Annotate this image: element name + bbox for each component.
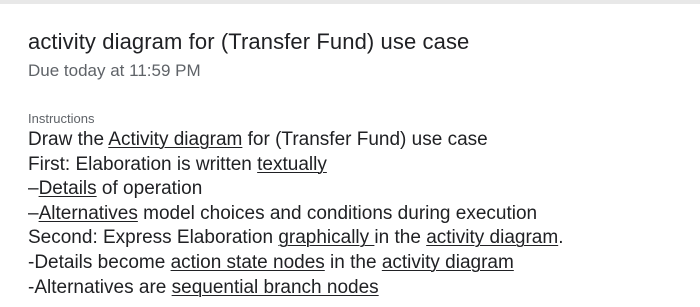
instruction-line: [28, 251, 694, 276]
underlined-text: Details: [38, 178, 97, 200]
underlined-text: Activity diagram: [108, 129, 243, 150]
instruction-line: [28, 276, 694, 301]
underlined-text: activity diagram: [426, 227, 559, 249]
top-divider: [0, 0, 700, 4]
instruction-text: First: Elaboration is written: [28, 153, 258, 175]
due-date: Due today at 11:59 PM: [28, 61, 201, 80]
instruction-text: for (Transfer Fund) use case: [242, 129, 488, 150]
underlined-text: action state nodes: [170, 251, 325, 273]
instruction-line: [28, 226, 694, 251]
underlined-text: sequential branch nodes: [171, 276, 379, 298]
instruction-text: –: [28, 178, 39, 200]
instruction-line: [28, 202, 694, 227]
underlined-text: Alternatives: [38, 202, 138, 224]
instruction-text: –: [28, 202, 39, 224]
instruction-line: [28, 177, 694, 202]
instruction-text: model choices and conditions during execution: [137, 202, 538, 224]
assignment-header: [28, 28, 688, 82]
instruction-line: [28, 128, 694, 153]
instructions-heading: Instructions: [28, 111, 95, 126]
instruction-text: -Details become: [28, 251, 171, 273]
instruction-text: -Alternatives are: [28, 276, 172, 298]
instruction-line: [28, 153, 694, 178]
instruction-text: in the: [374, 227, 427, 249]
instructions-body: [28, 128, 694, 300]
underlined-text: textually: [257, 153, 327, 175]
instruction-text: Second: Express Elaboration: [28, 227, 279, 249]
underlined-text: graphically: [278, 227, 375, 249]
instructions-section: [28, 110, 694, 300]
instruction-text: in the: [324, 251, 382, 273]
underlined-text: activity diagram: [381, 251, 514, 273]
instruction-text: of operation: [96, 178, 203, 200]
assignment-title: activity diagram for (Transfer Fund) use case: [28, 29, 470, 54]
instruction-text: Draw the: [28, 129, 109, 150]
instruction-text: .: [558, 227, 564, 249]
